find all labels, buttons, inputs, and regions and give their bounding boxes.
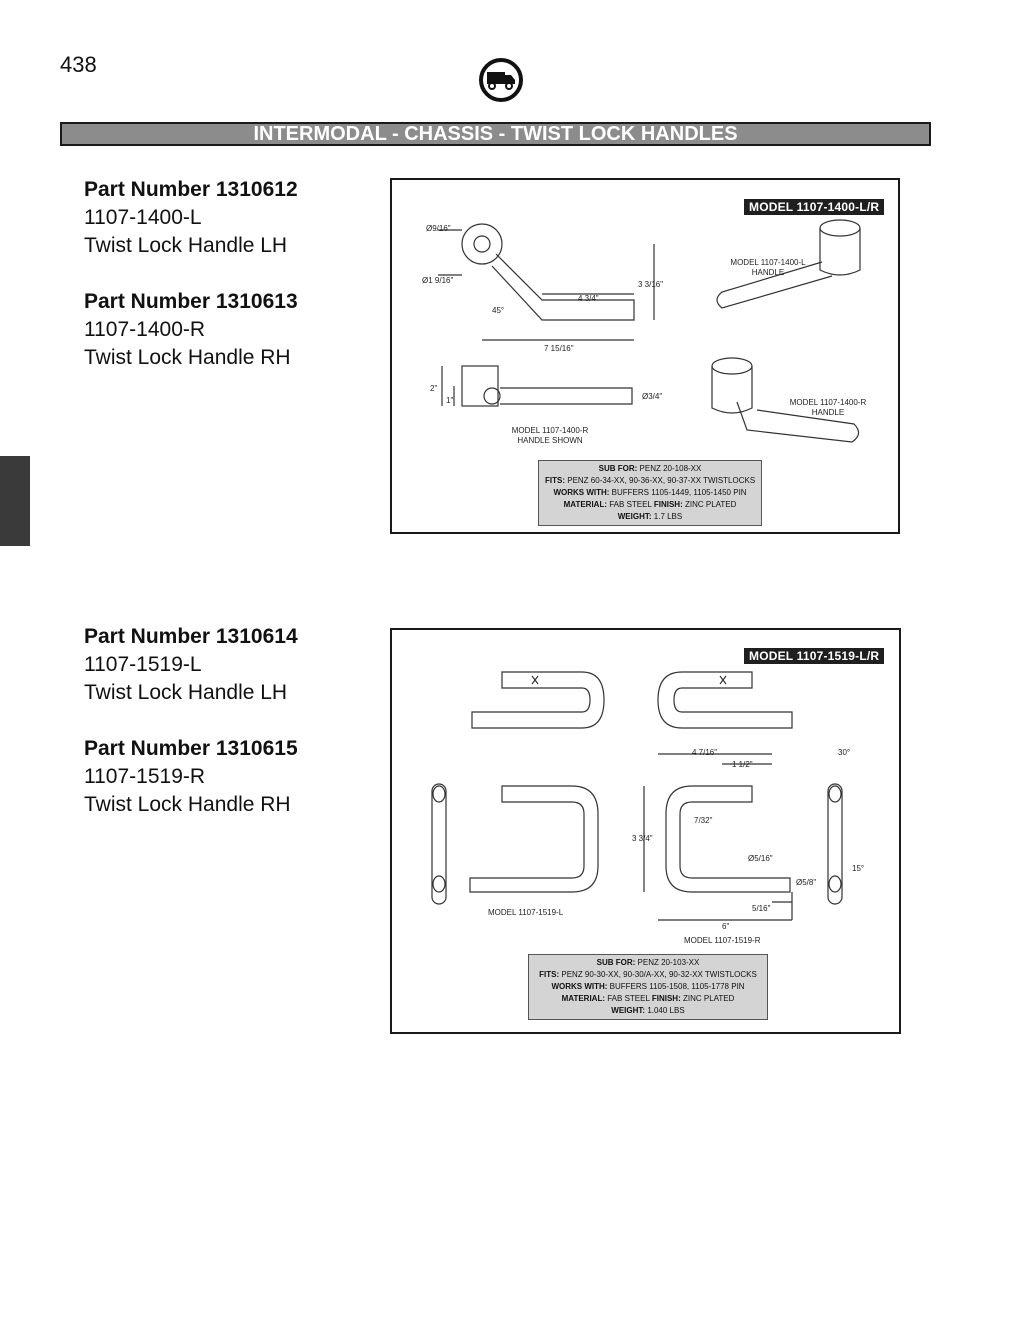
callout-line: MODEL 1107-1400-R [789, 398, 867, 407]
part-model: 1107-1519-L [84, 653, 202, 676]
dimension-label: 1" [446, 396, 454, 405]
technical-drawing-1519 [390, 628, 901, 1034]
dimension-label: 4 3/4" [578, 294, 599, 303]
spec-label: FITS: [545, 476, 565, 485]
spec-box [528, 954, 768, 1020]
spec-value: PENZ 90-30-XX, 90-30/A-XX, 90-32-XX TWISTLOCKS [561, 970, 757, 979]
part-entry [84, 623, 298, 707]
dimension-label: 5/16" [752, 904, 771, 913]
spec-label: WORKS WITH: [553, 488, 610, 497]
callout-line: HANDLE [751, 268, 785, 277]
spec-value: PENZ 20-108-XX [639, 464, 702, 473]
dimension-label: 2" [430, 384, 438, 393]
spec-label: WEIGHT: [611, 1006, 646, 1015]
part-description: Twist Lock Handle LH [84, 681, 288, 704]
part-description: Twist Lock Handle RH [84, 793, 291, 816]
part-model: 1107-1400-L [84, 206, 202, 229]
dimension-label: 7 15/16" [544, 344, 574, 353]
spec-label: MATERIAL: [561, 994, 605, 1003]
dimension-label: 3 3/4" [632, 834, 653, 843]
page-number: 438 [60, 52, 97, 77]
dimension-label: 30° [838, 748, 851, 757]
spec-label: WORKS WITH: [551, 982, 608, 991]
part-number: Part Number 1310615 [84, 737, 298, 760]
part-description: Twist Lock Handle LH [84, 234, 288, 257]
callout-line: HANDLE [811, 408, 845, 417]
spec-label: MATERIAL: [563, 500, 607, 509]
dimension-label: 45° [492, 306, 505, 315]
part-entry [84, 735, 298, 819]
dimension-label: Ø5/8" [796, 878, 817, 887]
part-model: 1107-1400-R [84, 318, 206, 341]
spec-value: PENZ 20-103-XX [637, 958, 700, 967]
callout-label: MODEL 1107-1519-R [684, 936, 761, 945]
dimension-label: 3 3/16" [638, 280, 664, 289]
part-entry [84, 288, 298, 372]
section-tab [0, 456, 30, 546]
callout-label [728, 258, 808, 278]
spec-label: SUB FOR: [598, 464, 638, 473]
spec-label: SUB FOR: [596, 958, 636, 967]
part-number: Part Number 1310612 [84, 178, 298, 201]
callout-label [510, 426, 590, 446]
section-title: INTERMODAL - CHASSIS - TWIST LOCK HANDLES [60, 122, 931, 146]
part-model: 1107-1519-R [84, 765, 206, 788]
dimension-label: 4 7/16" [692, 748, 718, 757]
callout-label: MODEL 1107-1519-L [488, 908, 564, 917]
spec-value: 1.7 LBS [653, 512, 683, 521]
spec-label: WEIGHT: [617, 512, 652, 521]
dimension-label: Ø5/16" [748, 854, 773, 863]
spec-value: ZINC PLATED [682, 994, 735, 1003]
part-entry [84, 176, 298, 260]
spec-box [538, 460, 762, 526]
dimension-label: 15° [852, 864, 865, 873]
spec-value: BUFFERS 1105-1508, 1105-1778 PIN [609, 982, 745, 991]
part-number: Part Number 1310614 [84, 625, 298, 648]
dimension-label: Ø9/16" [426, 224, 451, 233]
model-tag: MODEL 1107-1400-L/R [744, 199, 884, 215]
spec-value: BUFFERS 1105-1449, 1105-1450 PIN [611, 488, 747, 497]
spec-value: ZINC PLATED [684, 500, 737, 509]
spec-label: FITS: [539, 970, 560, 979]
dimension-label: Ø1 9/16" [422, 276, 454, 285]
spec-value: FAB STEEL [609, 500, 652, 509]
truck-icon [475, 58, 527, 102]
technical-drawing-1400 [390, 178, 900, 534]
dimension-label: Ø3/4" [642, 392, 663, 401]
spec-value: PENZ 60-34-XX, 90-36-XX, 90-37-XX TWISTLOCKS [567, 476, 756, 485]
spec-value: FAB STEEL [607, 994, 650, 1003]
part-description: Twist Lock Handle RH [84, 346, 291, 369]
spec-label: FINISH: [651, 994, 681, 1003]
model-tag: MODEL 1107-1519-L/R [744, 648, 884, 664]
dimension-label: 1 1/2" [732, 760, 753, 769]
callout-line: MODEL 1107-1400-L [730, 258, 806, 267]
callout-line: HANDLE SHOWN [517, 436, 583, 445]
callout-label [788, 398, 868, 418]
spec-label: FINISH: [653, 500, 683, 509]
dimension-label: 7/32" [694, 816, 713, 825]
callout-line: MODEL 1107-1400-R [511, 426, 589, 435]
spec-value: 1.040 LBS [647, 1006, 685, 1015]
part-number: Part Number 1310613 [84, 290, 298, 313]
dimension-label: 6" [722, 922, 730, 931]
